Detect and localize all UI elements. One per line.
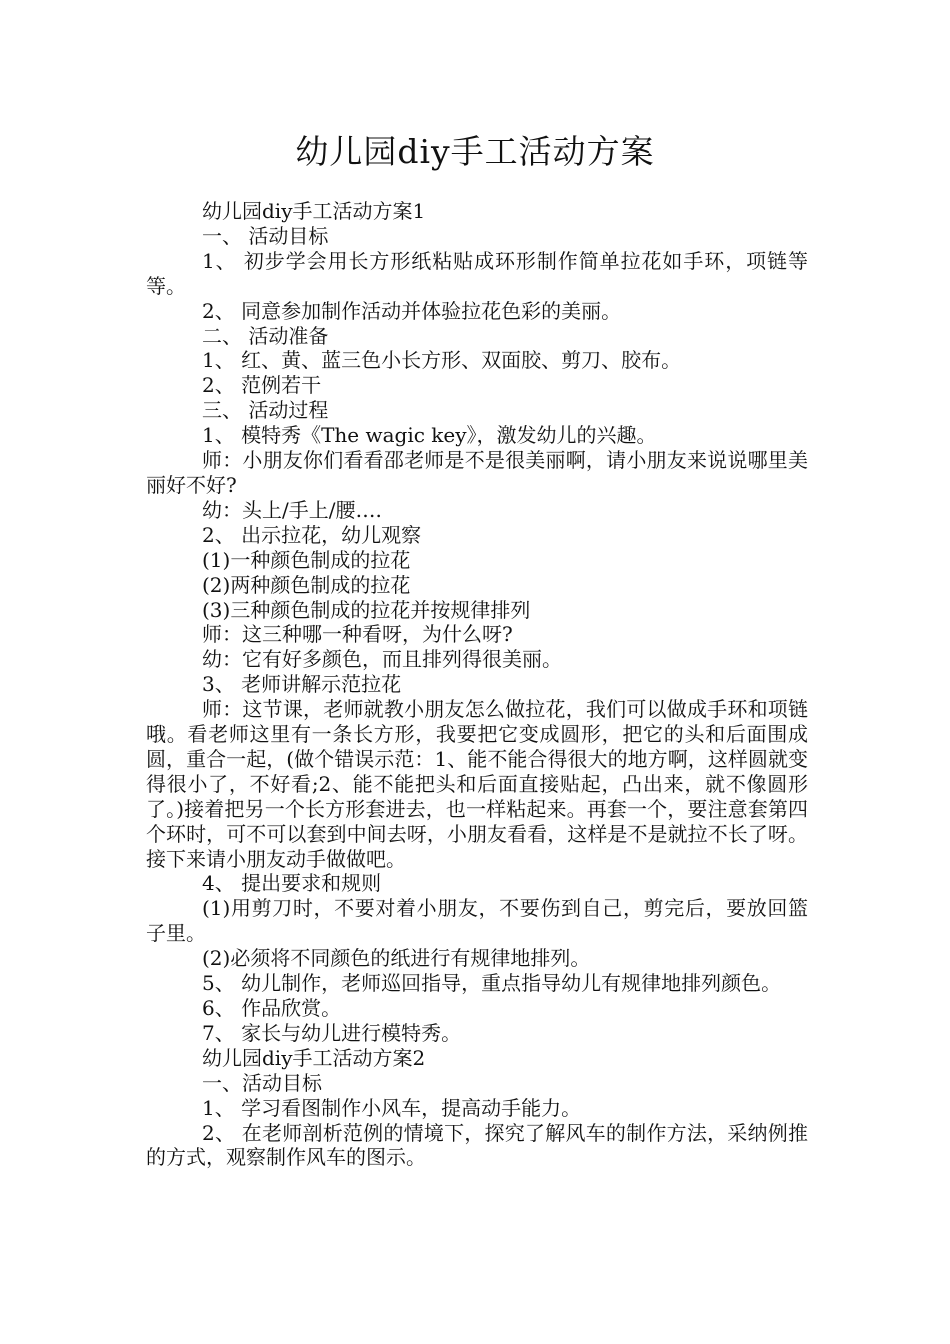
body-paragraph: 4、 提出要求和规则 [202,871,382,896]
body-paragraph: 1、 红、黄、蓝三色小长方形、双面胶、剪刀、胶布。 [202,348,682,373]
body-paragraph: 3、 老师讲解示范拉花 [202,672,402,697]
body-paragraph: 1、 学习看图制作小风车，提高动手能力。 [202,1095,582,1120]
body-paragraph: 2、 出示拉花，幼儿观察 [202,522,422,547]
body-paragraph: (1)用剪刀时，不要对着小朋友，不要伤到自己，剪完后，要放回篮子里。 [146,896,808,946]
body-paragraph: 师：这三种哪一种看呀，为什么呀? [202,622,513,647]
body-paragraph: 5、 幼儿制作，老师巡回指导，重点指导幼儿有规律地排列颜色。 [202,971,782,996]
body-paragraph: 二、 活动准备 [202,323,329,348]
body-paragraph: 1、 模特秀《The wagic key》，激发幼儿的兴趣。 [202,423,657,448]
body-paragraph: 幼：头上/手上/腰…. [202,497,382,522]
body-paragraph: 三、 活动过程 [202,398,329,423]
body-paragraph: 7、 家长与幼儿进行模特秀。 [202,1020,462,1045]
body-paragraph: 一、 活动目标 [202,223,329,248]
body-paragraph: 2、 同意参加制作活动并体验拉花色彩的美丽。 [202,298,622,323]
body-paragraph: (1)一种颜色制成的拉花 [202,547,411,572]
body-paragraph: (3)三种颜色制成的拉花并按规律排列 [202,597,531,622]
body-paragraph: 师：这节课，老师就教小朋友怎么做拉花，我们可以做成手环和项链哦。看老师这里有一条长方形，我要把它变成圆形，把它的头和后面围成圆，重合一起，(做个错误示范：1、能不能合得很大的地方啊，这样圆就变得很小了，不好看;2、能不能把头和后面直接贴起，凸出来，就不像圆形了。)接着把另一个长方形套进去，也一样粘起来。再套一个，要注意套第四个环时，可不可以套到中间去呀，小朋友看看，这样是不是就拉不长了呀。接下来请小朋友动手做做吧。 [146,697,808,871]
body-paragraph: 1、 初步学会用长方形纸粘贴成环形制作简单拉花如手环，项链等等。 [146,248,808,298]
body-paragraph: 6、 作品欣赏。 [202,996,342,1020]
body-paragraph: (2)必须将不同颜色的纸进行有规律地排列。 [202,946,591,971]
document-body [146,199,808,1170]
body-paragraph: 2、 在老师剖析范例的情境下，探究了解风车的制作方法，采纳例推的方式，观察制作风车的图示。 [146,1120,808,1170]
document-title: 幼儿园diy手工活动方案 [295,132,655,171]
body-paragraph: 幼儿园diy手工活动方案2 [202,1045,426,1070]
body-paragraph: 2、 范例若干 [202,373,322,398]
body-paragraph: (2)两种颜色制成的拉花 [202,572,411,597]
body-paragraph: 幼：它有好多颜色，而且排列得很美丽。 [202,647,562,672]
body-paragraph: 师：小朋友你们看看邵老师是不是很美丽啊，请小朋友来说说哪里美丽好不好? [146,448,808,497]
body-paragraph: 一、活动目标 [202,1070,322,1095]
body-paragraph: 幼儿园diy手工活动方案1 [202,199,426,223]
